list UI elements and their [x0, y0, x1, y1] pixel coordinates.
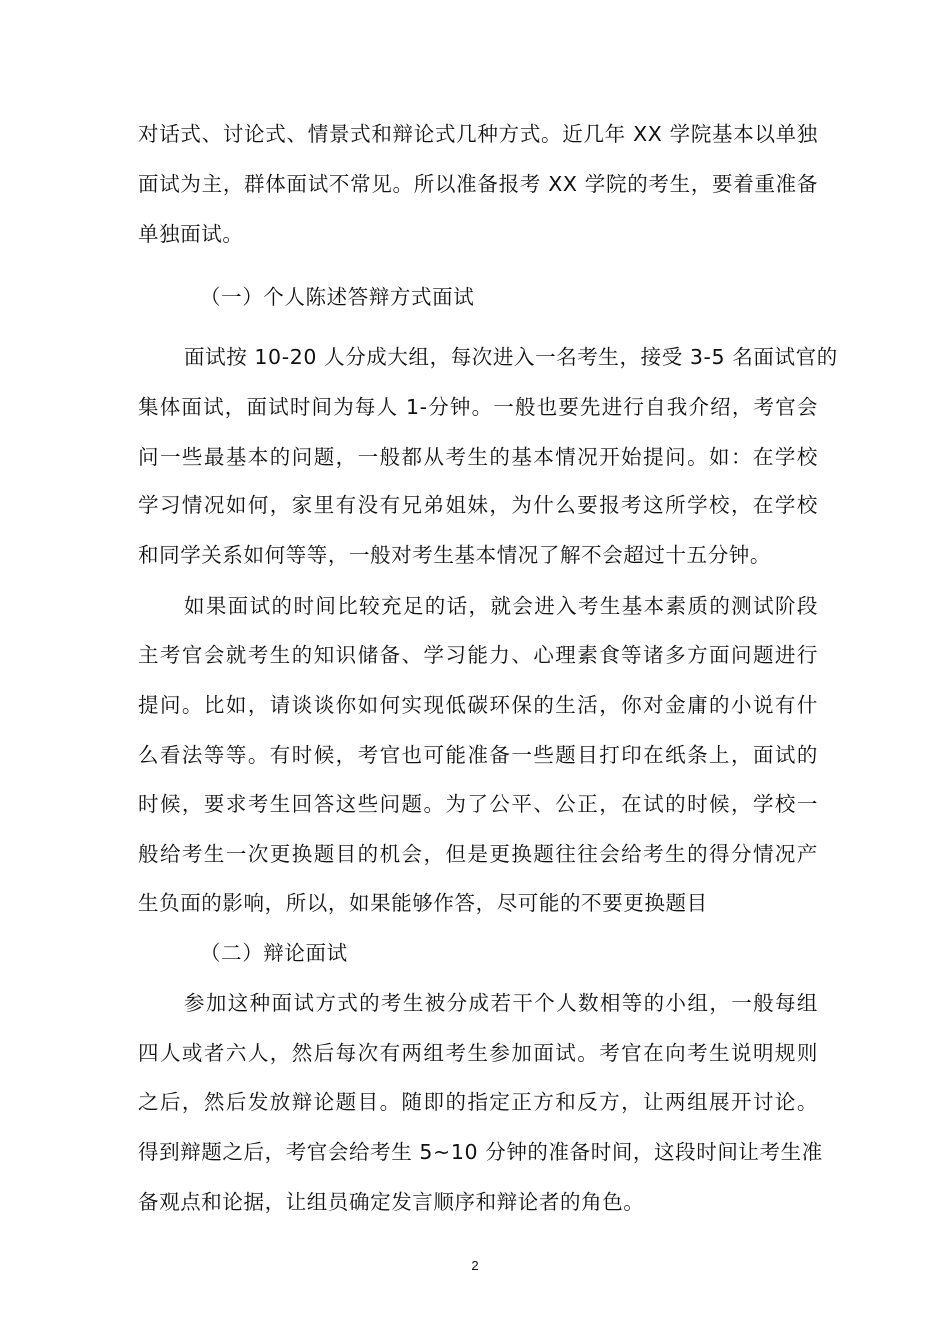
page-number: 2	[471, 1258, 479, 1273]
body-line: 主考官会就考生的知识储备、学习能力、心理素食等诸多方面问题进行	[138, 643, 818, 667]
body-line: 对话式、讨论式、情景式和辩论式几种方式。近几年 XX 学院基本以单独	[138, 122, 818, 146]
section-heading: （二）辩论面试	[200, 941, 348, 965]
body-line: 般给考生一次更换题目的机会，但是更换题往往会给考生的得分情况产	[138, 842, 818, 866]
body-line: 参加这种面试方式的考生被分成若干个人数相等的小组，一般每组	[184, 991, 818, 1015]
body-line: 生负面的影响，所以，如果能够作答，尽可能的不要更换题目	[138, 891, 708, 915]
body-line: 面试为主，群体面试不常见。所以准备报考 XX 学院的考生，要着重准备	[138, 172, 818, 196]
body-line: 提问。比如，请谈谈你如何实现低碳环保的生活，你对金庸的小说有什	[138, 693, 818, 717]
body-line: 备观点和论据，让组员确定发言顺序和辩论者的角色。	[138, 1190, 645, 1214]
body-line: 面试按 10-20 人分成大组，每次进入一名考生，接受 3-5 名面试官的	[184, 345, 838, 369]
body-line: 四人或者六人，然后每次有两组考生参加面试。考官在向考生说明规则	[138, 1041, 818, 1065]
body-line: 时候，要求考生回答这些问题。为了公平、公正，在试的时候，学校一	[138, 792, 818, 816]
body-line: 得到辩题之后，考官会给考生 5~10 分钟的准备时间，这段时间让考生准	[138, 1140, 823, 1164]
body-line: 如果面试的时间比较充足的话，就会进入考生基本素质的测试阶段	[184, 594, 818, 618]
body-line: 问一些最基本的问题，一般都从考生的基本情况开始提问。如：在学校	[138, 445, 818, 469]
body-line: 么看法等等。有时候，考官也可能准备一些题目打印在纸条上，面试的	[138, 743, 818, 767]
body-line: 集体面试，面试时间为每人 1-分钟。一般也要先进行自我介绍，考官会	[138, 395, 818, 419]
body-line: 和同学关系如何等等，一般对考生基本情况了解不会超过十五分钟。	[138, 543, 771, 567]
body-line: 单独面试。	[138, 222, 244, 246]
body-line: 之后，然后发放辩论题目。随即的指定正方和反方，让两组展开讨论。	[138, 1090, 818, 1114]
body-line: 学习情况如何，家里有没有兄弟姐妹，为什么要报考这所学校，在学校	[138, 493, 818, 517]
section-heading: （一）个人陈述答辩方式面试	[200, 285, 475, 309]
